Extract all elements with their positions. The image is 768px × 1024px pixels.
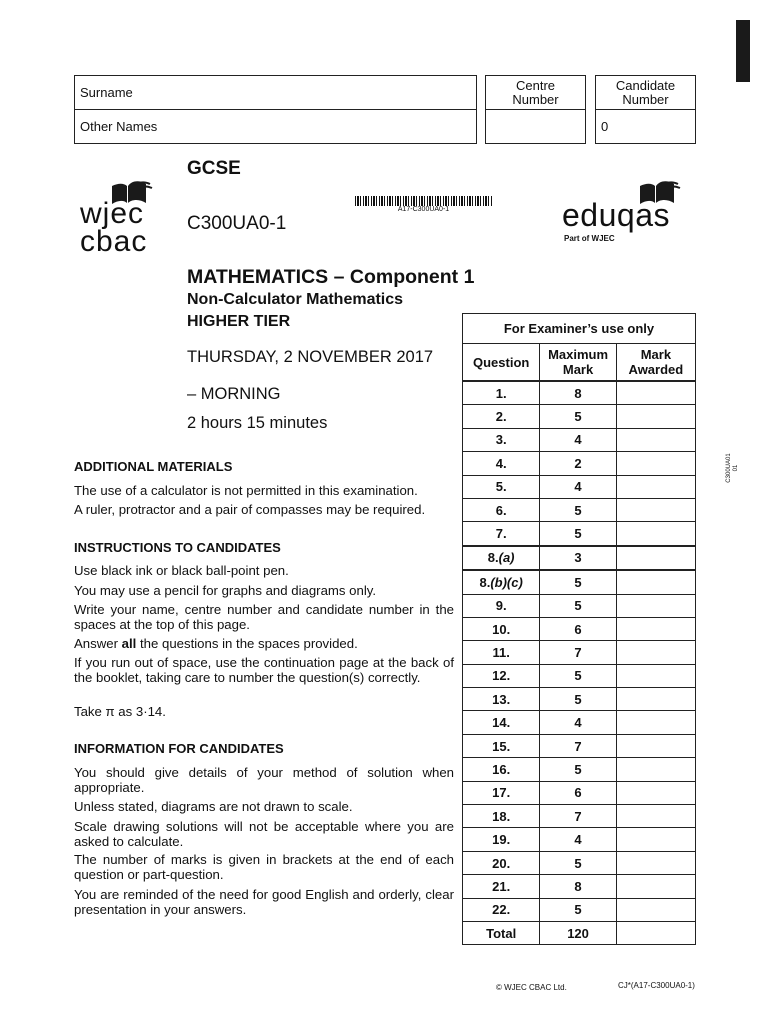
exam-subject: MATHEMATICS – Component 1 xyxy=(187,266,475,288)
question-number: 12. xyxy=(463,664,540,687)
table-row xyxy=(463,664,696,687)
table-row xyxy=(463,734,696,757)
exam-code: C300UA0-1 xyxy=(187,213,287,234)
table-row xyxy=(463,522,696,546)
maximum-mark: 6 xyxy=(540,617,616,640)
mark-awarded-cell[interactable] xyxy=(616,711,695,734)
table-row xyxy=(463,546,696,570)
maximum-mark: 6 xyxy=(540,781,616,804)
question-number: 2. xyxy=(463,405,540,428)
table-row xyxy=(463,828,696,851)
footer-ref: CJ*(A17-C300UA0-1) xyxy=(618,981,695,990)
mark-awarded-cell[interactable] xyxy=(616,734,695,757)
instruction-line: Write your name, centre number and candidate number in the spaces at the top of this page. xyxy=(74,602,454,632)
maximum-mark: 4 xyxy=(540,428,616,451)
exam-date: THURSDAY, 2 NOVEMBER 2017 xyxy=(187,348,434,366)
total-value: 120 xyxy=(540,921,616,944)
mark-awarded-cell[interactable] xyxy=(616,546,695,570)
all-emphasis: all xyxy=(121,636,137,651)
question-number: 19. xyxy=(463,828,540,851)
surname-field[interactable] xyxy=(75,76,475,109)
maximum-mark: 4 xyxy=(540,475,616,498)
mark-awarded-cell[interactable] xyxy=(616,664,695,687)
mark-awarded-cell[interactable] xyxy=(616,851,695,874)
exam-session: – MORNING xyxy=(187,385,281,403)
mark-awarded-cell[interactable] xyxy=(616,570,695,594)
maximum-mark: 2 xyxy=(540,452,616,475)
examiner-table-title: For Examiner’s use only xyxy=(463,314,696,344)
exam-paper: Non-Calculator Mathematics xyxy=(187,291,404,308)
table-row xyxy=(463,570,696,594)
question-number: 13. xyxy=(463,688,540,711)
table-row xyxy=(463,781,696,804)
maximum-mark: 8 xyxy=(540,381,616,405)
maximum-mark: 5 xyxy=(540,898,616,921)
maximum-mark: 8 xyxy=(540,875,616,898)
total-label: Total xyxy=(463,921,540,944)
additional-materials-heading: ADDITIONAL MATERIALS xyxy=(74,459,233,474)
eduqas-wordmark: eduqas xyxy=(562,197,670,233)
maximum-mark: 5 xyxy=(540,594,616,617)
mark-awarded-cell[interactable] xyxy=(616,522,695,546)
maximum-mark: 7 xyxy=(540,734,616,757)
candidate-number-label: Candidate Number xyxy=(615,78,676,107)
mark-awarded-cell[interactable] xyxy=(616,452,695,475)
mark-awarded-cell[interactable] xyxy=(616,498,695,521)
maximum-mark: 5 xyxy=(540,405,616,428)
table-row xyxy=(463,617,696,640)
table-row xyxy=(463,758,696,781)
mark-awarded-cell[interactable] xyxy=(616,781,695,804)
table-row xyxy=(463,452,696,475)
barcode xyxy=(355,196,492,206)
table-row xyxy=(463,711,696,734)
instruction-line: You may use a pencil for graphs and diagrams only. xyxy=(74,583,377,598)
question-number: 5. xyxy=(463,475,540,498)
information-line: You should give details of your method of solution when appropriate. xyxy=(74,765,454,795)
maximum-mark: 5 xyxy=(540,664,616,687)
candidate-number-field[interactable] xyxy=(596,110,695,143)
mark-awarded-cell[interactable] xyxy=(616,405,695,428)
maximum-mark: 4 xyxy=(540,828,616,851)
wjec-cbac-logo xyxy=(80,178,162,258)
maximum-mark: 7 xyxy=(540,641,616,664)
table-row xyxy=(463,475,696,498)
page-tab-marker xyxy=(736,20,750,82)
instruction-line: Take π as 3·14. xyxy=(74,704,166,719)
mark-awarded-cell[interactable] xyxy=(616,381,695,405)
question-number: 1. xyxy=(463,381,540,405)
answer-text: Answer xyxy=(74,636,118,651)
mark-awarded-cell[interactable] xyxy=(616,828,695,851)
centre-number-label: Centre Number xyxy=(512,78,559,107)
question-number: 16. xyxy=(463,758,540,781)
other-names-label: Other Names xyxy=(80,119,158,134)
additional-materials-line: A ruler, protractor and a pair of compasses may be required. xyxy=(74,502,426,517)
information-line: Scale drawing solutions will not be acceptable where you are asked to calculate. xyxy=(74,819,454,849)
barcode-text: A17-C300UA0-1 xyxy=(397,206,450,213)
mark-awarded-cell[interactable] xyxy=(616,758,695,781)
information-line: The number of marks is given in brackets at the end of each question or part-question. xyxy=(74,852,454,882)
maximum-mark: 5 xyxy=(540,522,616,546)
mark-awarded-cell[interactable] xyxy=(616,641,695,664)
table-row xyxy=(463,875,696,898)
instruction-line: Use black ink or black ball-point pen. xyxy=(74,563,289,578)
maximum-mark-header: Maximum Mark xyxy=(540,344,616,382)
question-number: 7. xyxy=(463,522,540,546)
side-code: C300UA01 01 xyxy=(726,453,739,483)
eduqas-logo xyxy=(562,178,692,248)
mark-awarded-cell[interactable] xyxy=(616,875,695,898)
question-number: 3. xyxy=(463,428,540,451)
maximum-mark: 5 xyxy=(540,498,616,521)
table-row xyxy=(463,381,696,405)
table-row xyxy=(463,688,696,711)
information-line: Unless stated, diagrams are not drawn to scale. xyxy=(74,799,353,814)
maximum-mark: 3 xyxy=(540,546,616,570)
question-number: 14. xyxy=(463,711,540,734)
table-row xyxy=(463,805,696,828)
question-number: 8.(b)(c) xyxy=(463,570,540,594)
question-header: Question xyxy=(463,344,540,382)
question-number: 21. xyxy=(463,875,540,898)
other-names-field[interactable] xyxy=(75,110,475,143)
surname-label: Surname xyxy=(80,85,133,100)
table-row xyxy=(463,428,696,451)
mark-awarded-cell[interactable] xyxy=(616,594,695,617)
footer-copyright: © WJEC CBAC Ltd. xyxy=(496,983,567,992)
table-row xyxy=(463,898,696,921)
centre-number-field[interactable] xyxy=(486,110,585,143)
mark-awarded-header: Mark Awarded xyxy=(616,344,695,382)
maximum-mark: 5 xyxy=(540,688,616,711)
maximum-mark: 5 xyxy=(540,851,616,874)
exam-tier: HIGHER TIER xyxy=(187,313,291,330)
question-number: 8.(a) xyxy=(463,546,540,570)
question-number: 15. xyxy=(463,734,540,757)
candidate-number-value: 0 xyxy=(601,119,609,134)
wjec-wordmark: wjec xyxy=(80,197,145,230)
mark-awarded-cell[interactable] xyxy=(616,688,695,711)
maximum-mark: 7 xyxy=(540,805,616,828)
instructions-heading: INSTRUCTIONS TO CANDIDATES xyxy=(74,540,281,555)
mark-awarded-cell[interactable] xyxy=(616,617,695,640)
total-row xyxy=(463,921,696,944)
additional-materials-line: The use of a calculator is not permitted in this examination. xyxy=(74,483,418,498)
exam-duration: 2 hours 15 minutes xyxy=(187,414,328,432)
instruction-answer-all xyxy=(74,637,454,652)
information-heading: INFORMATION FOR CANDIDATES xyxy=(74,741,284,756)
instruction-line: If you run out of space, use the continuation page at the back of the booklet, taking care to number the question(s) correctly. xyxy=(74,655,454,685)
exam-level: GCSE xyxy=(187,158,241,179)
table-row xyxy=(463,594,696,617)
table-row xyxy=(463,641,696,664)
question-number: 18. xyxy=(463,805,540,828)
question-number: 10. xyxy=(463,617,540,640)
total-awarded-cell[interactable] xyxy=(616,921,695,944)
table-row xyxy=(463,498,696,521)
question-number: 4. xyxy=(463,452,540,475)
question-number: 22. xyxy=(463,898,540,921)
question-number: 11. xyxy=(463,641,540,664)
mark-awarded-cell[interactable] xyxy=(616,475,695,498)
mark-awarded-cell[interactable] xyxy=(616,428,695,451)
maximum-mark: 5 xyxy=(540,570,616,594)
mark-awarded-cell[interactable] xyxy=(616,898,695,921)
question-number: 20. xyxy=(463,851,540,874)
maximum-mark: 5 xyxy=(540,758,616,781)
cbac-wordmark: cbac xyxy=(80,225,148,258)
examiner-table xyxy=(462,313,696,945)
mark-awarded-cell[interactable] xyxy=(616,805,695,828)
maximum-mark: 4 xyxy=(540,711,616,734)
question-number: 9. xyxy=(463,594,540,617)
question-number: 17. xyxy=(463,781,540,804)
question-number: 6. xyxy=(463,498,540,521)
eduqas-subtitle: Part of WJEC xyxy=(564,234,615,243)
table-row xyxy=(463,851,696,874)
table-row xyxy=(463,405,696,428)
information-line: You are reminded of the need for good English and orderly, clear presentation in your answers. xyxy=(74,887,454,917)
questions-text: the questions in the spaces provided. xyxy=(140,636,358,651)
